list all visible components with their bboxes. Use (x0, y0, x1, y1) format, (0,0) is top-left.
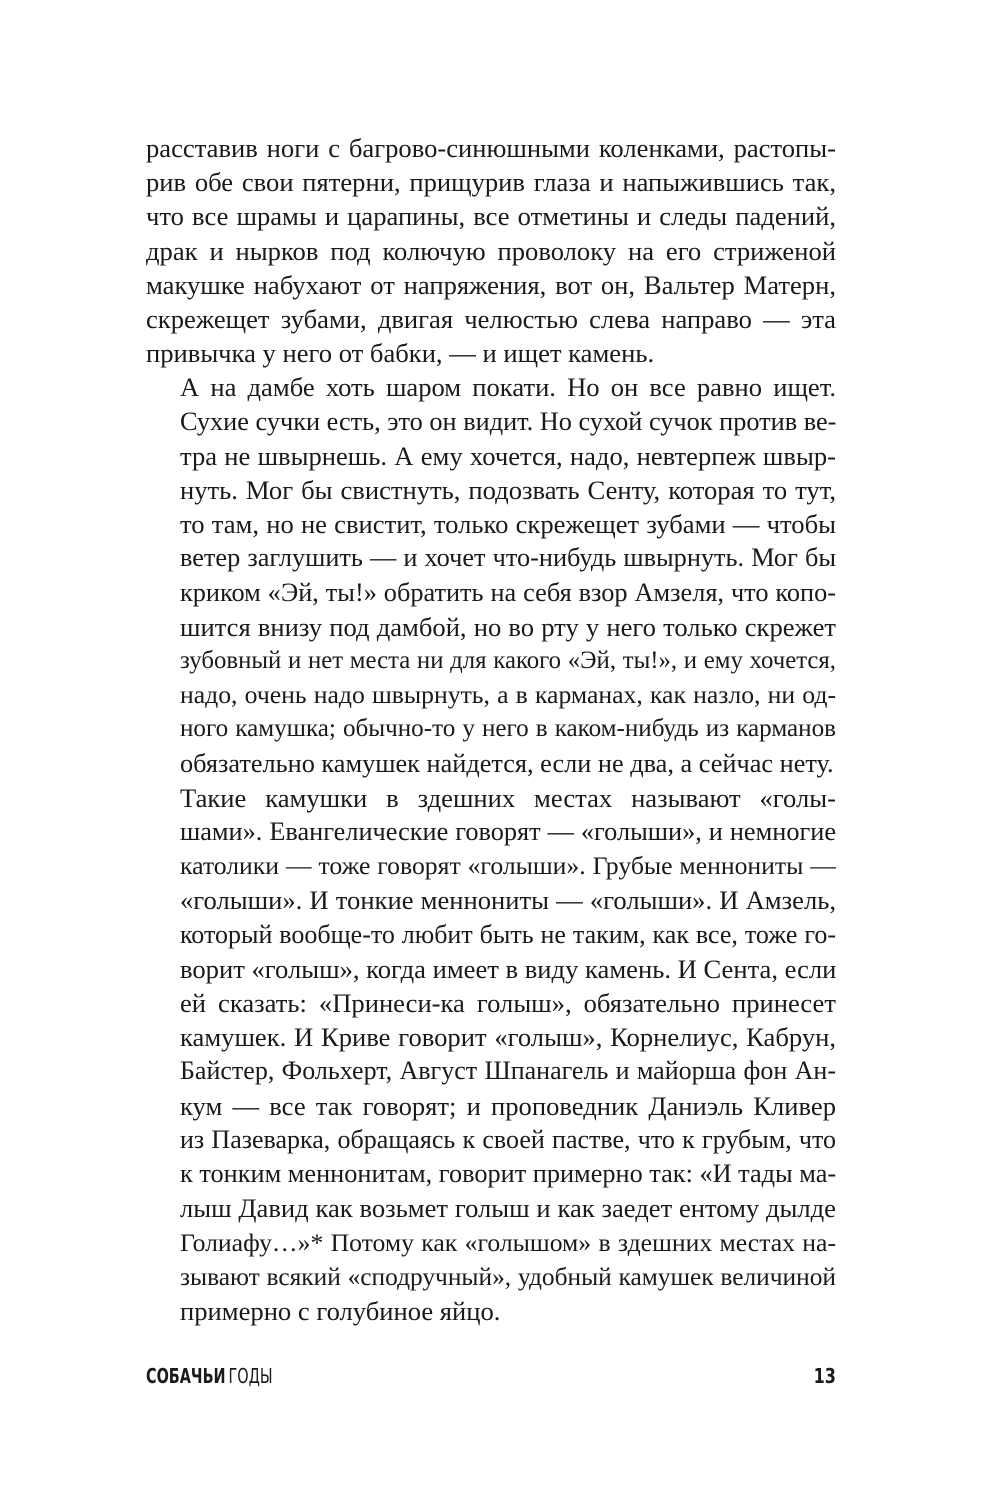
text-line: макушке набухают от напряжения, вот он, Вальтер Матерн, (146, 269, 836, 300)
text-line: что все шрамы и царапины, все отметины и следы падений, (146, 201, 836, 232)
text-line: нуть. Мог бы свистнуть, подозвать Сенту, которая то тут, (180, 475, 836, 506)
text-line: камушек. И Криве говорит «голыш», Корнелиус, Кабрун, (180, 1022, 836, 1053)
paragraph-3 (146, 781, 836, 1328)
text-line: обязательно камушек найдется, если не два, а сейчас нету. (180, 748, 834, 778)
page-footer (146, 1364, 836, 1392)
text-line: Сухие сучки есть, это он видит. Но сухой сучок против ве- (180, 406, 837, 436)
text-line: Голиафу…»* Потому как «голышом» в здешних местах на- (180, 1227, 836, 1257)
text-line: «голыши». И тонкие меннониты — «голыши». И Амзель, (180, 885, 836, 916)
text-line: кум — все так говорят; и проповедник Даниэль Кливер (180, 1090, 836, 1121)
running-title-light: ГОДЫ (228, 1364, 273, 1388)
text-line: зывают всякий «сподручный», удобный камушек величиной (180, 1262, 836, 1291)
text-line: шами». Евангелические говорят — «голыши», и немногие (180, 817, 836, 847)
text-line: из Пазеварка, обращаясь к своей пастве, что к грубым, что (180, 1124, 836, 1154)
text-line: зубовный и нет места ни для какого «Эй, ты!», и ему хочется, (180, 647, 836, 675)
page-body-text (146, 131, 836, 1328)
text-line: скрежещет зубами, двигая челюстью слева направо — эта (146, 304, 836, 335)
text-line: криком «Эй, ты!» обратить на себя взор Амзеля, что копо- (180, 577, 836, 607)
text-line: Такие камушки в здешних местах называют «голы- (180, 782, 836, 813)
text-line: ей сказать: «Принеси-ка голыш», обязательно принесет (180, 988, 836, 1019)
text-line: к тонким меннонитам, говорит примерно так: «И тады ма- (180, 1159, 837, 1189)
text-line: ветер заглушить — и хочет что-нибудь швырнуть. Мог бы (180, 543, 836, 573)
text-line: ворит «голыш», когда имеет в виду камень. И Сента, если (180, 953, 837, 984)
text-line: тра не швырнешь. А ему хочется, надо, невтерпеж швыр- (180, 440, 836, 471)
running-title (146, 1364, 273, 1388)
text-line: ного камушка; обычно-то у него в каком-нибудь из карманов (180, 715, 836, 743)
text-line: католики — тоже говорят «голыши». Грубые меннониты — (180, 851, 836, 881)
page-number: 13 (813, 1364, 836, 1388)
text-line: лыш Давид как возьмет голыш и как заедет ентому дылде (180, 1193, 836, 1224)
text-line: рив обе свои пятерни, прищурив глаза и напыжившись так, (146, 167, 836, 198)
text-line: который вообще-то любит быть не таким, как все, тоже го- (180, 919, 836, 949)
text-line: шится внизу под дамбой, но во рту у него только скрежет (180, 611, 836, 642)
text-line: А на дамбе хоть шаром покати. Но он все равно ищет. (180, 372, 836, 403)
text-line: привычка у него от бабки, — и ищет камень. (146, 338, 655, 369)
text-line: то там, но не свистит, только скрежещет зубами — чтобы (180, 509, 836, 540)
text-line: расставив ноги с багрово-синюшными коленками, растопы- (146, 133, 836, 163)
text-line: Байстер, Фольхерт, Август Шпанагель и майорша фон Ан- (180, 1056, 836, 1086)
paragraph-1 (146, 131, 836, 370)
text-line: примерно с голубиное яйцо. (180, 1295, 501, 1326)
text-line: драк и нырков под колючую проволоку на его стриженой (146, 235, 836, 266)
paragraph-2 (146, 370, 836, 780)
running-title-bold: СОБАЧЬИ (146, 1364, 226, 1388)
text-line: надо, очень надо швырнуть, а в карманах, как назло, ни од- (180, 680, 836, 710)
